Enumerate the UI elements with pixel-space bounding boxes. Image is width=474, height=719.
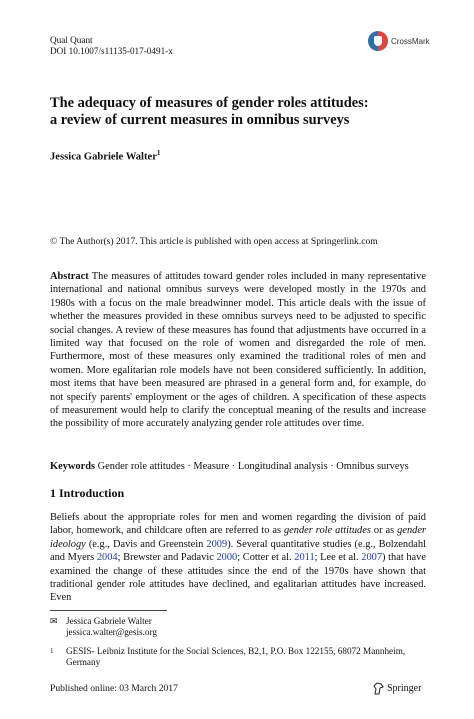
citation-link[interactable]: 2000 [216, 552, 238, 564]
affil-line-2: Germany [66, 657, 101, 667]
contact-email[interactable]: jessica.walter@gesis.org [66, 627, 157, 637]
citation-link[interactable]: 2009 [206, 538, 228, 550]
intro-text: ; Lee et al. [314, 552, 362, 564]
intro-text: (e.g., Davis and Greenstein [85, 538, 207, 550]
citation-link[interactable]: 2011 [294, 552, 315, 564]
intro-emphasis: gender ideology [50, 525, 426, 550]
journal-name: Qual Quant [50, 35, 93, 45]
springer-horse-icon [373, 682, 384, 695]
intro-text: ) that have examined the change of these attitudes since the end of the 1970s have shown that traditional gender role attitudes have declined, and egalitarian attitudes have increased. Even [50, 552, 426, 604]
intro-text: or as [370, 525, 398, 537]
abstract-text: The measures of attitudes toward gender roles included in many representative international and national omnibus surveys were developed mostly in the 1970s and 1980s with a focus on the male breadwinner model. This article deals with the issue of whether the measures provided in these omnibus surveys need to be adjusted to specific social changes. A review of these measures has found that adjustments have occurred in a limited way that focused on the role of women and disregarded the role of men. Furthermore, most of these measures only examined the traditional roles of men and women. More egalitarian role models have not been considered sufficiently. In addition, most items that have been measured are phrased in a general form and, for example, do not specify parents' employment or the ages of children. A specification of these aspects of measurement would help to clarify the conceptual meaning of the results and increase the possibility of more accurately analyzing gender role attitudes over time. [50, 271, 426, 430]
intro-paragraph [50, 511, 426, 605]
intro-text: ). Several quantitative studies (e.g., Bolzendahl and Myers [50, 538, 426, 564]
doi[interactable]: DOI 10.1007/s11135-017-0491-x [50, 46, 173, 56]
abstract-label: Abstract [50, 271, 89, 282]
abstract [50, 270, 426, 431]
contact-name: Jessica Gabriele Walter [66, 616, 152, 626]
citation-link[interactable]: 2007 [361, 552, 383, 564]
title-line-2: a review of current measures in omnibus surveys [50, 111, 350, 128]
intro-text: ; Cotter et al. [237, 552, 295, 564]
publisher-logo [373, 682, 421, 695]
footnote-affiliation [50, 646, 430, 668]
footnote-divider [50, 610, 167, 611]
affil-line-1: GESIS- Leibniz Institute for the Social Sciences, B2,1, P.O. Box 122155, 68072 Mannheim, [66, 646, 406, 656]
section-heading: 1 Introduction [50, 486, 125, 500]
intro-emphasis: gender role attitudes [283, 525, 371, 537]
citation-link[interactable]: 2004 [96, 552, 118, 564]
intro-text: Beliefs about the appropriate roles for men and women regarding the division of paid labor, homework, and childcare often are referred to as [50, 512, 426, 537]
affil-number: 1 [50, 647, 54, 655]
author [50, 149, 160, 163]
keywords-text: Gender role attitudes · Measure · Longitudinal analysis · Omnibus surveys [97, 461, 409, 472]
copyright-notice: © The Author(s) 2017. This article is published with open access at Springerlink.com [50, 236, 378, 247]
title-line-1: The adequacy of measures of gender roles attitudes: [50, 95, 369, 111]
envelope-icon: ✉ [50, 616, 58, 626]
article-title [50, 95, 430, 128]
intro-text: ; Brewster and Padavic [117, 552, 217, 564]
crossmark-label: CrossMark [391, 36, 430, 46]
keywords [50, 461, 426, 472]
author-affil-ref: 1 [156, 149, 161, 157]
publisher-name: Springer [387, 683, 422, 694]
keywords-label: Keywords [50, 461, 96, 472]
crossmark-badge[interactable] [368, 30, 460, 52]
crossmark-icon [368, 31, 388, 51]
published-date: Published online: 03 March 2017 [50, 683, 178, 694]
author-name: Jessica Gabriele Walter [50, 151, 157, 163]
footnote-contact [50, 616, 430, 638]
